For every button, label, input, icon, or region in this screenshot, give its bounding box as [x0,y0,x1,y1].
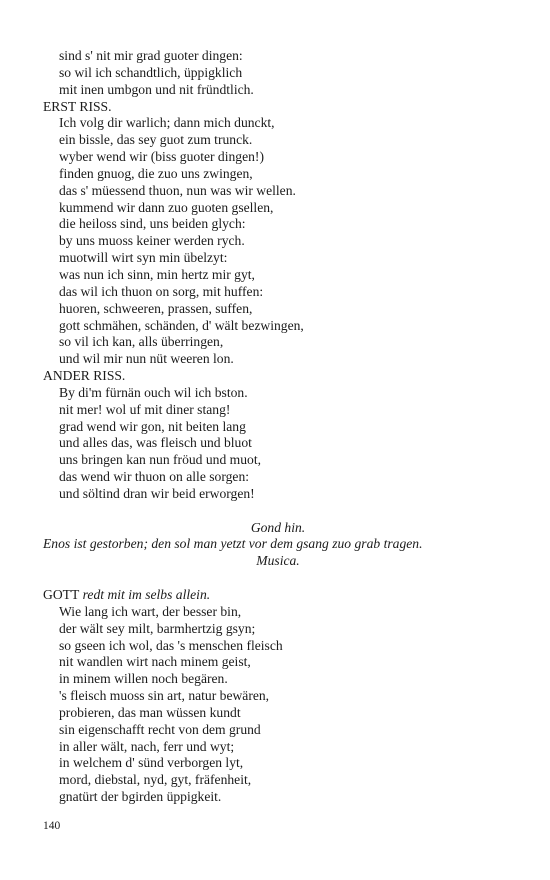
stanza-gap [43,503,513,520]
speaker-name: ANDER RISS. [43,368,126,384]
verse-line: uns bringen kan nun fröud und muot, [59,452,261,468]
verse-line: Wie lang ich wart, der besser bin, [59,603,242,619]
page-number: 140 [43,820,61,832]
stage-direction: Musica. [256,553,300,569]
stage-direction: Gond hin. [250,519,306,535]
verse-line: grad wend wir gon, nit beiten lang [59,418,246,434]
verse-line: das s' müessend thuon, nun was wir wellen. [59,182,296,198]
verse-line: so vil ich kan, alls überringen, [59,334,224,350]
verse-line: nit mer! wol uf mit diner stang! [59,401,231,417]
verse-line: gnatürt der bgirden üppigkeit. [59,789,222,805]
verse-line: die heiloss sind, uns beiden glych: [59,216,246,232]
verse-line: probieren, das man wüssen kundt [59,704,241,720]
verse-line: in aller wält, nach, ferr und wyt; [59,738,235,754]
verse-line: muotwill wirt syn min übelzyt: [59,250,228,266]
speaker-note: redt mit im selbs allein. [79,587,211,602]
verse-line: in minem willen noch begären. [59,671,228,687]
verse-line: das wil ich thuon on sorg, mit huffen: [59,283,264,299]
verse-line: finden gnuog, die zuo uns zwingen, [59,165,253,181]
verse-line: ein bissle, das sey guot zum trunck. [59,132,253,148]
verse-line: sin eigenschafft recht von dem grund [59,721,261,737]
verse-line: kummend wir dann zuo guoten gsellen, [59,199,274,215]
verse-line: Ich volg dir warlich; dann mich dunckt, [59,115,275,131]
verse-line: huoren, schweeren, prassen, suffen, [59,300,253,316]
verse-line: der wält sey milt, barmhertzig gsyn; [59,620,256,636]
verse-line: 's fleisch muoss sin art, natur bewären, [59,688,270,704]
speaker-heading [43,587,513,604]
verse-line: mit inen umbgon und nit fründtlich. [59,81,254,97]
speaker-name: GOTT [43,587,80,602]
verse-line: sind s' nit mir grad guoter dingen: [59,48,243,63]
verse-line: gott schmähen, schänden, d' wält bezwingen, [59,317,304,333]
verse-line: so gseen ich wol, das 's menschen fleisch [59,637,283,653]
stage-direction: Enos ist gestorben; den sol man yetzt vor dem gsang zuo grab tragen. [43,536,423,552]
verse-line: mord, diebstal, nyd, gyt, fräfenheit, [59,772,252,788]
play-text [43,48,513,806]
verse-line: und söltind dran wir beid erworgen! [59,485,255,501]
verse-line: und alles das, was fleisch und bluot [59,435,252,451]
verse-line: so wil ich schandtlich, üppigklich [59,64,243,80]
verse-line: und wil mir nun nüt weeren lon. [59,351,234,367]
verse-line: By di'm fürnän ouch wil ich bston. [59,384,248,400]
stanza-gap [43,570,513,587]
verse-line: wyber wend wir (biss guoter dingen!) [59,149,264,165]
verse-line: nit wandlen wirt nach minem geist, [59,654,251,670]
verse-line: was nun ich sinn, min hertz mir gyt, [59,266,255,282]
verse-line: by uns muoss keiner werden rych. [59,233,245,249]
verse-line: das wend wir thuon on alle sorgen: [59,469,250,485]
speaker-name: ERST RISS. [43,98,112,114]
verse-line: in welchem d' sünd verborgen lyt, [59,755,244,771]
